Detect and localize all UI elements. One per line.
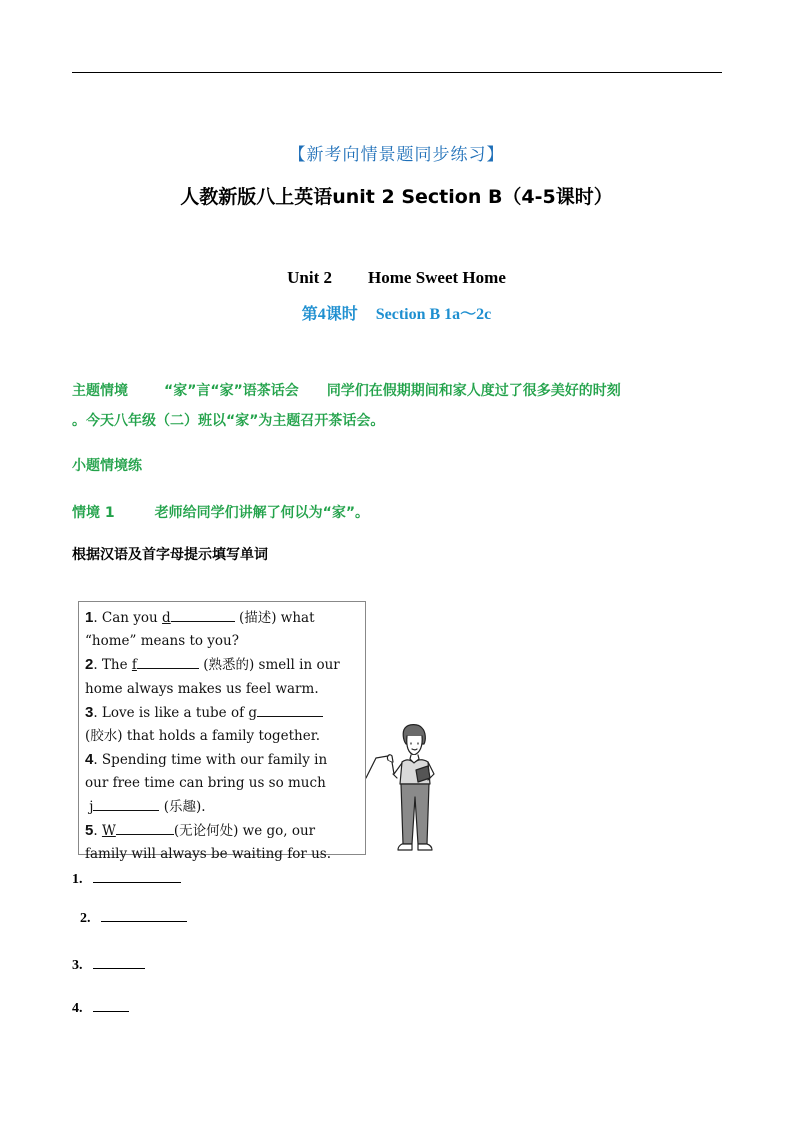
question-box [78, 601, 366, 863]
scene-line [72, 502, 369, 522]
answer-1-line[interactable] [93, 868, 181, 883]
scene-text: 老师给同学们讲解了何以为“家”。 [154, 505, 370, 521]
scene-label: 情境 1 [72, 505, 115, 521]
answer-2: 2. [80, 907, 187, 927]
theme-label: 主题情境 [72, 383, 128, 399]
theme-desc-2: 。今天八年级（二）班以“家”为主题召开茶话会。 [72, 413, 385, 429]
instruction: 根据汉语及首字母提示填写单词 [72, 547, 268, 563]
question-2: 2. The f (熟悉的) smell in our [85, 656, 340, 674]
question-5: 5. W (无论何处) we go, our [85, 821, 316, 839]
question-4-cont: our free time can bring us so much [85, 775, 326, 792]
answer-4-line[interactable] [93, 997, 129, 1012]
answer-4: 4. [72, 997, 129, 1017]
theme-topic: “家”言“家”语茶话会 [164, 383, 299, 399]
page-title: 人教新版八上英语unit 2 Section B（4-5课时） [180, 186, 613, 208]
section-label: Section B 1a～2c [375, 306, 492, 323]
answer-1: 1. [72, 868, 181, 888]
answer-2-line[interactable] [101, 907, 187, 922]
question-4-blank: j (乐趣). [85, 796, 365, 819]
teacher-illustration [366, 722, 440, 858]
question-1: 1. Can you d (描述) what [85, 609, 315, 626]
bracket-title: 【新考向情景题同步练习】 [288, 145, 505, 165]
sub-heading: 小题情境练 [72, 458, 142, 474]
question-5-cont: family will always be waiting for us. [85, 846, 332, 863]
answer-3: 3. [72, 954, 145, 974]
unit-label: Unit 2 [287, 268, 333, 287]
lesson-heading [0, 301, 793, 324]
theme-paragraph [72, 376, 722, 436]
lesson-label: 第4课时 [301, 306, 358, 323]
answer-3-line[interactable] [93, 954, 145, 969]
question-4: 4. Spending time with our family in [85, 751, 328, 769]
unit-heading [0, 268, 793, 288]
question-3: 3. Love is like a tube of g [85, 701, 365, 725]
question-2-cont: home always makes us feel warm. [85, 680, 319, 697]
question-1-cont: “home” means to you? [85, 633, 239, 650]
theme-desc-1: 同学们在假期期间和家人度过了很多美好的时刻 [326, 383, 621, 399]
unit-name: Home Sweet Home [368, 268, 506, 287]
header-rule [72, 72, 722, 73]
question-3-cont: (胶水) that holds a family together. [85, 728, 321, 745]
